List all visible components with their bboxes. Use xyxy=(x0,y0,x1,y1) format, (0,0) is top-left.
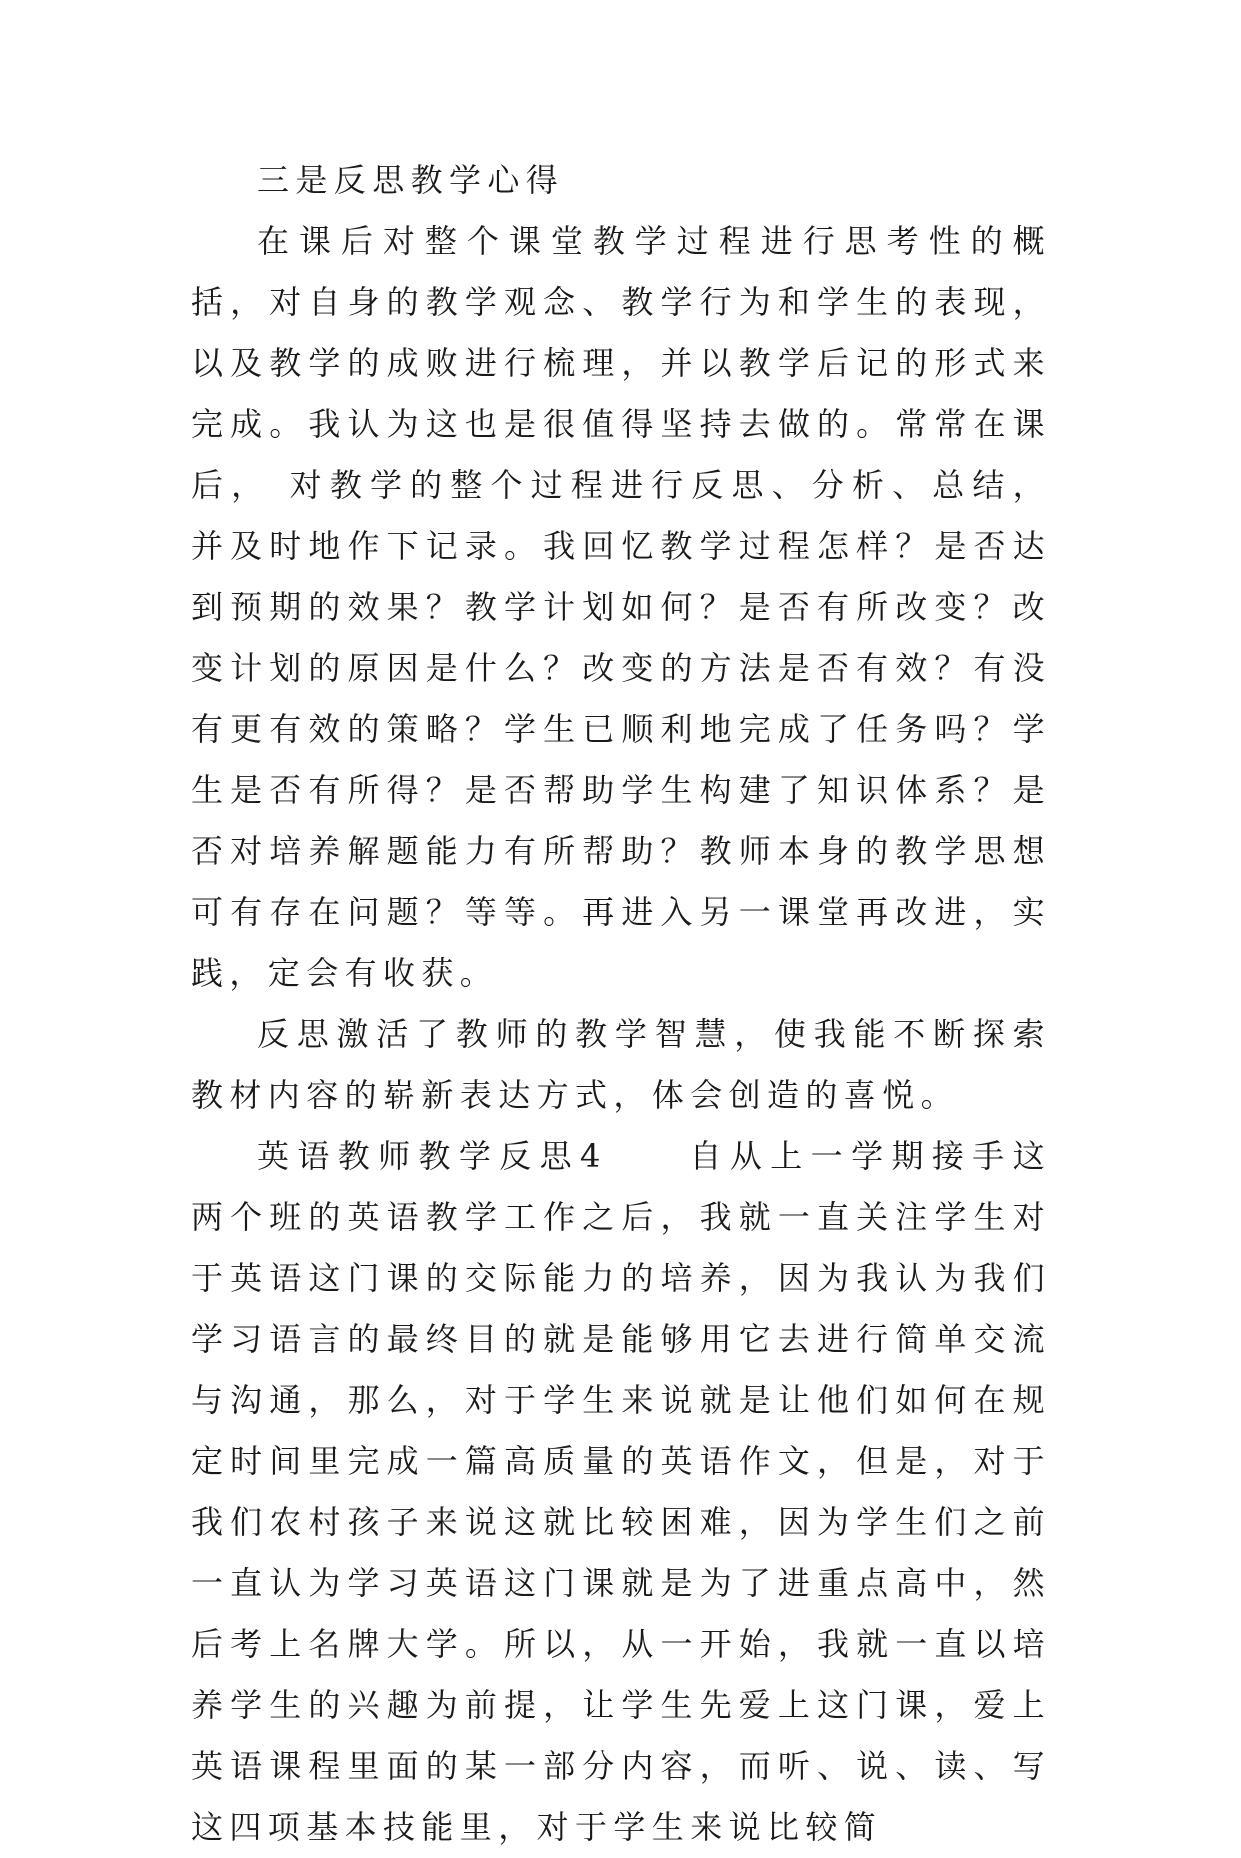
document-body xyxy=(191,150,1051,1858)
paragraph-wisdom: 反思激活了教师的教学智慧，使我能不断探索教材内容的崭新表达方式，体会创造的喜悦。 xyxy=(191,1015,1051,1114)
paragraph-english-reflection-4: 英语教师教学反思4 自从上一学期接手这两个班的英语教学工作之后，我就一直关注学生对于英语这门课的交际能力的培养，因为我认为我们学习语言的最终目的就是能够用它去进行简单交流与沟通，那么，对于学生来说就是让他们如何在规定时间里完成一篇高质量的英语作文，但是，对于我们农村孩子来说这就比较困难，因为学生们之前一直认为学习英语这门课就是为了进重点高中，然后考上名牌大学。所以，从一开始，我就一直以培养学生的兴趣为前提，让学生先爱上这门课，爱上英语课程里面的某一部分内容，而听、说、读、写这四项基本技能里，对于学生来说比较简 xyxy=(191,1137,1051,1846)
section-heading: 三是反思教学心得 xyxy=(257,161,565,199)
paragraph-reflection: 在课后对整个课堂教学过程进行思考性的概括，对自身的教学观念、教学行为和学生的表现，以及教学的成败进行梳理，并以教学后记的形式来完成。我认为这也是很值得坚持去做的。常常在课后， 对教学的整个过程进行反思、分析、总结，并及时地作下记录。我回忆教学过程怎样？是否达到预期的效果？教学计划如何？是否有所改变？改变计划的原因是什么？改变的方法是否有效？有没有更有效的策略？学生已顺利地完成了任务吗？学生是否有所得？是否帮助学生构建了知识体系？是否对培养解题能力有所帮助？教师本身的教学思想可有存在问题？等等。再进入另一课堂再改进，实践，定会有收获。 xyxy=(191,222,1051,992)
